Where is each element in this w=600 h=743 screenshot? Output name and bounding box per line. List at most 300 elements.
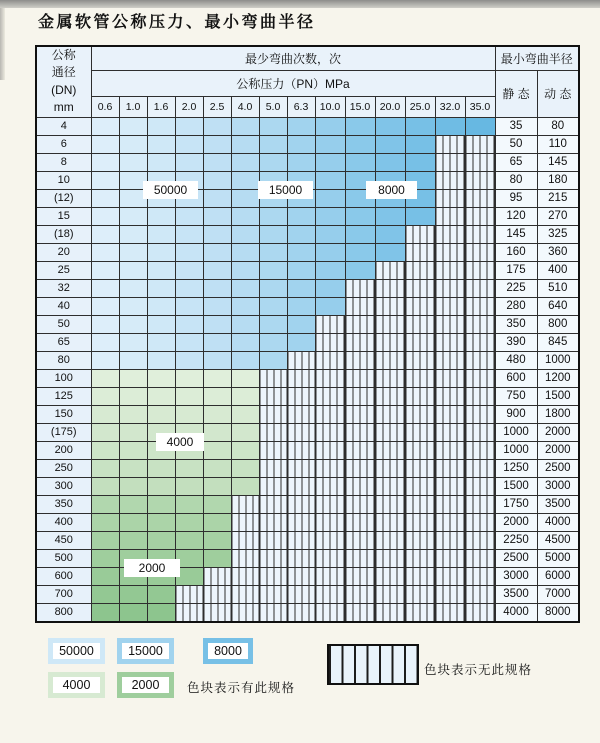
cell-nospec — [315, 315, 345, 333]
cell-nospec — [259, 423, 287, 441]
cell-dn: 700 — [36, 585, 91, 603]
cell-spec — [91, 567, 119, 585]
cell-nospec — [465, 225, 495, 243]
cell-spec — [147, 207, 175, 225]
cell-spec — [465, 117, 495, 135]
cell-spec — [375, 207, 405, 225]
cell-nospec — [405, 243, 435, 261]
cell-nospec — [259, 531, 287, 549]
header-pressure-value: 32.0 — [435, 96, 465, 117]
cell-static: 35 — [495, 117, 537, 135]
cell-nospec — [435, 333, 465, 351]
table-row — [36, 549, 579, 567]
table-row — [36, 117, 579, 135]
cell-spec — [91, 585, 119, 603]
cell-nospec — [231, 567, 259, 585]
cell-nospec — [345, 441, 375, 459]
cell-dynamic: 4500 — [537, 531, 579, 549]
table-row — [36, 207, 579, 225]
cell-spec — [147, 153, 175, 171]
header-pressure-value: 4.0 — [231, 96, 259, 117]
cell-spec — [345, 261, 375, 279]
cell-nospec — [259, 387, 287, 405]
cell-spec — [203, 135, 231, 153]
header-pressure-value: 20.0 — [375, 96, 405, 117]
cell-spec — [315, 225, 345, 243]
cell-spec — [119, 243, 147, 261]
cell-dn: 250 — [36, 459, 91, 477]
cell-spec — [119, 603, 147, 622]
cell-spec — [203, 261, 231, 279]
cell-nospec — [405, 297, 435, 315]
cell-spec — [203, 549, 231, 567]
cell-spec — [175, 315, 203, 333]
cell-nospec — [345, 387, 375, 405]
cell-spec — [91, 279, 119, 297]
cell-spec — [119, 387, 147, 405]
cell-spec — [203, 207, 231, 225]
cell-nospec — [405, 387, 435, 405]
cell-dn: 125 — [36, 387, 91, 405]
cell-spec — [287, 243, 315, 261]
cell-dynamic: 4000 — [537, 513, 579, 531]
cell-nospec — [345, 351, 375, 369]
cell-dn: 300 — [36, 477, 91, 495]
cell-dynamic: 8000 — [537, 603, 579, 622]
cell-spec — [287, 153, 315, 171]
cell-spec — [91, 225, 119, 243]
cell-spec — [287, 333, 315, 351]
cell-nospec — [465, 567, 495, 585]
cell-spec — [345, 135, 375, 153]
header-pressure-value: 35.0 — [465, 96, 495, 117]
cell-nospec — [203, 585, 231, 603]
cell-nospec — [287, 423, 315, 441]
legend-swatch-2000 — [117, 672, 174, 698]
table-row — [36, 279, 579, 297]
cell-nospec — [405, 477, 435, 495]
cell-dynamic: 1800 — [537, 405, 579, 423]
header-dn-line: 公称 — [51, 48, 76, 62]
cell-spec — [175, 297, 203, 315]
cell-spec — [203, 369, 231, 387]
cell-spec — [91, 441, 119, 459]
cell-spec — [231, 477, 259, 495]
cell-spec — [259, 261, 287, 279]
header-bend-radius: 最小弯曲半径 — [495, 46, 579, 70]
cell-dynamic: 325 — [537, 225, 579, 243]
cell-nospec — [345, 369, 375, 387]
cell-spec — [175, 477, 203, 495]
cell-dn: 400 — [36, 513, 91, 531]
header-pressure-value: 5.0 — [259, 96, 287, 117]
cell-dynamic: 5000 — [537, 549, 579, 567]
cell-nospec — [465, 279, 495, 297]
cell-spec — [375, 117, 405, 135]
cell-nospec — [375, 549, 405, 567]
cell-nospec — [315, 603, 345, 622]
cell-spec — [147, 495, 175, 513]
cell-dn: 20 — [36, 243, 91, 261]
cell-nospec — [465, 207, 495, 225]
cell-nospec — [465, 171, 495, 189]
cell-nospec — [465, 297, 495, 315]
cell-dn: 25 — [36, 261, 91, 279]
cell-spec — [147, 585, 175, 603]
cell-dynamic: 3000 — [537, 477, 579, 495]
cell-spec — [231, 135, 259, 153]
cell-nospec — [315, 585, 345, 603]
cell-spec — [231, 117, 259, 135]
cell-spec — [147, 333, 175, 351]
cell-nospec — [405, 495, 435, 513]
cell-nospec — [259, 603, 287, 622]
table-row — [36, 585, 579, 603]
cell-nospec — [287, 603, 315, 622]
cell-spec — [259, 207, 287, 225]
cell-nospec — [259, 441, 287, 459]
cell-nospec — [287, 477, 315, 495]
cell-nospec — [405, 225, 435, 243]
cell-nospec — [345, 531, 375, 549]
cell-dynamic: 1200 — [537, 369, 579, 387]
cell-static: 3500 — [495, 585, 537, 603]
cell-dn: (175) — [36, 423, 91, 441]
header-row-2 — [36, 70, 579, 96]
cell-spec — [147, 477, 175, 495]
cell-dynamic: 6000 — [537, 567, 579, 585]
cell-nospec — [435, 171, 465, 189]
cell-spec — [119, 207, 147, 225]
cell-spec — [91, 423, 119, 441]
cell-nospec — [375, 531, 405, 549]
cell-spec — [91, 351, 119, 369]
cell-spec — [287, 279, 315, 297]
cell-spec — [91, 549, 119, 567]
cell-spec — [231, 207, 259, 225]
table-row — [36, 477, 579, 495]
cell-spec — [203, 423, 231, 441]
cell-nospec — [345, 459, 375, 477]
legend-no-spec-swatch — [327, 644, 419, 685]
cell-nospec — [435, 351, 465, 369]
table-row — [36, 603, 579, 622]
cell-spec — [203, 495, 231, 513]
cell-nospec — [315, 387, 345, 405]
table-value-label-50000: 50000 — [143, 181, 198, 199]
legend-swatch-8000 — [203, 638, 253, 664]
table-value-label-2000: 2000 — [124, 559, 180, 577]
cell-spec — [147, 297, 175, 315]
cell-spec — [203, 405, 231, 423]
cell-spec — [203, 117, 231, 135]
cell-spec — [175, 225, 203, 243]
cell-nospec — [465, 405, 495, 423]
cell-nospec — [405, 531, 435, 549]
cell-nospec — [315, 549, 345, 567]
cell-nospec — [287, 585, 315, 603]
table-row — [36, 135, 579, 153]
cell-nospec — [345, 549, 375, 567]
header-bend-times: 最少弯曲次数，次 — [91, 46, 495, 70]
header-dynamic: 动 态 — [537, 70, 579, 117]
cell-spec — [259, 333, 287, 351]
table-row — [36, 531, 579, 549]
cell-nospec — [315, 567, 345, 585]
cell-spec — [231, 351, 259, 369]
cell-nospec — [345, 315, 375, 333]
cell-static: 600 — [495, 369, 537, 387]
cell-spec — [287, 117, 315, 135]
cell-spec — [91, 387, 119, 405]
cell-spec — [203, 513, 231, 531]
table-row — [36, 441, 579, 459]
cell-nospec — [435, 225, 465, 243]
cell-dynamic: 145 — [537, 153, 579, 171]
table-row — [36, 405, 579, 423]
cell-spec — [259, 135, 287, 153]
page-title: 金属软管公称压力、最小弯曲半径 — [38, 12, 316, 31]
cell-spec — [119, 225, 147, 243]
cell-spec — [119, 117, 147, 135]
cell-spec — [231, 225, 259, 243]
header-pressure-value: 10.0 — [315, 96, 345, 117]
cell-nospec — [315, 351, 345, 369]
cell-nospec — [435, 567, 465, 585]
cell-spec — [231, 297, 259, 315]
cell-spec — [147, 405, 175, 423]
cell-spec — [175, 243, 203, 261]
table-row — [36, 225, 579, 243]
cell-static: 2500 — [495, 549, 537, 567]
cell-spec — [175, 531, 203, 549]
cell-static: 120 — [495, 207, 537, 225]
cell-nospec — [345, 297, 375, 315]
cell-spec — [259, 225, 287, 243]
cell-dynamic: 2000 — [537, 441, 579, 459]
cell-static: 280 — [495, 297, 537, 315]
cell-dn: 450 — [36, 531, 91, 549]
legend-has-spec-text: 色块表示有此规格 — [187, 681, 296, 695]
cell-nospec — [315, 477, 345, 495]
cell-nospec — [231, 495, 259, 513]
cell-nospec — [435, 531, 465, 549]
cell-nospec — [405, 405, 435, 423]
cell-spec — [203, 225, 231, 243]
cell-spec — [119, 531, 147, 549]
cell-nospec — [405, 315, 435, 333]
cell-spec — [91, 531, 119, 549]
cell-dynamic: 1000 — [537, 351, 579, 369]
cell-nospec — [435, 387, 465, 405]
table-row — [36, 459, 579, 477]
cell-nospec — [203, 567, 231, 585]
cell-static: 1750 — [495, 495, 537, 513]
cell-dynamic: 215 — [537, 189, 579, 207]
cell-spec — [287, 135, 315, 153]
cell-dn: 80 — [36, 351, 91, 369]
cell-nospec — [287, 369, 315, 387]
cell-spec — [147, 531, 175, 549]
cell-static: 1500 — [495, 477, 537, 495]
cell-spec — [345, 243, 375, 261]
cell-spec — [345, 117, 375, 135]
cell-spec — [345, 207, 375, 225]
cell-nospec — [465, 135, 495, 153]
cell-nospec — [315, 459, 345, 477]
cell-nospec — [375, 405, 405, 423]
cell-spec — [287, 297, 315, 315]
cell-spec — [175, 351, 203, 369]
cell-static: 480 — [495, 351, 537, 369]
cell-spec — [175, 117, 203, 135]
cell-dynamic: 360 — [537, 243, 579, 261]
cell-spec — [405, 135, 435, 153]
cell-spec — [91, 405, 119, 423]
cell-dn: 200 — [36, 441, 91, 459]
cell-spec — [119, 369, 147, 387]
header-static: 静 态 — [495, 70, 537, 117]
cell-spec — [231, 189, 259, 207]
cell-spec — [147, 243, 175, 261]
cell-nospec — [315, 405, 345, 423]
cell-spec — [147, 513, 175, 531]
cell-dn: 6 — [36, 135, 91, 153]
cell-nospec — [345, 423, 375, 441]
cell-spec — [315, 243, 345, 261]
cell-nospec — [287, 531, 315, 549]
cell-nospec — [231, 585, 259, 603]
cell-dynamic: 7000 — [537, 585, 579, 603]
cell-nospec — [465, 351, 495, 369]
cell-static: 750 — [495, 387, 537, 405]
cell-nospec — [465, 261, 495, 279]
cell-spec — [259, 315, 287, 333]
cell-nospec — [259, 459, 287, 477]
cell-nospec — [375, 441, 405, 459]
cell-nospec — [345, 477, 375, 495]
cell-nospec — [405, 441, 435, 459]
cell-nospec — [405, 585, 435, 603]
cell-spec — [91, 135, 119, 153]
cell-nospec — [405, 261, 435, 279]
cell-dn: 8 — [36, 153, 91, 171]
cell-nospec — [375, 513, 405, 531]
table-row — [36, 243, 579, 261]
cell-spec — [91, 495, 119, 513]
cell-nospec — [375, 315, 405, 333]
cell-dynamic: 3500 — [537, 495, 579, 513]
cell-nospec — [435, 261, 465, 279]
cell-spec — [175, 369, 203, 387]
spec-table-wrap — [35, 45, 580, 623]
header-pressure-value: 2.5 — [203, 96, 231, 117]
page-top-edge — [0, 0, 600, 8]
cell-spec — [315, 297, 345, 315]
cell-spec — [405, 117, 435, 135]
cell-spec — [203, 387, 231, 405]
table-value-label-15000: 15000 — [258, 181, 313, 199]
cell-nospec — [435, 423, 465, 441]
cell-nospec — [315, 423, 345, 441]
cell-spec — [175, 135, 203, 153]
cell-dn: 4 — [36, 117, 91, 135]
cell-nospec — [231, 513, 259, 531]
cell-nospec — [315, 495, 345, 513]
cell-nospec — [435, 405, 465, 423]
cell-spec — [91, 513, 119, 531]
cell-spec — [119, 513, 147, 531]
cell-spec — [175, 153, 203, 171]
cell-nospec — [231, 549, 259, 567]
cell-nospec — [465, 441, 495, 459]
cell-static: 1000 — [495, 441, 537, 459]
cell-dynamic: 2000 — [537, 423, 579, 441]
cell-spec — [315, 189, 345, 207]
cell-nospec — [375, 459, 405, 477]
cell-nospec — [287, 351, 315, 369]
cell-static: 95 — [495, 189, 537, 207]
table-row — [36, 297, 579, 315]
cell-static: 145 — [495, 225, 537, 243]
table-row — [36, 567, 579, 585]
cell-nospec — [345, 567, 375, 585]
cell-spec — [259, 279, 287, 297]
cell-nospec — [465, 189, 495, 207]
cell-nospec — [375, 567, 405, 585]
cell-dn: 15 — [36, 207, 91, 225]
cell-nospec — [259, 495, 287, 513]
header-dn-line: mm — [53, 100, 74, 115]
cell-nospec — [405, 279, 435, 297]
cell-spec — [315, 117, 345, 135]
cell-spec — [203, 441, 231, 459]
cell-spec — [91, 459, 119, 477]
cell-spec — [287, 261, 315, 279]
cell-nospec — [435, 153, 465, 171]
cell-nospec — [435, 369, 465, 387]
cell-nospec — [345, 405, 375, 423]
cell-nospec — [465, 495, 495, 513]
cell-nospec — [405, 333, 435, 351]
cell-nospec — [375, 351, 405, 369]
cell-nospec — [405, 423, 435, 441]
header-pressure-value: 1.0 — [119, 96, 147, 117]
cell-static: 50 — [495, 135, 537, 153]
table-row — [36, 387, 579, 405]
header-pressure: 公称压力（PN）MPa — [91, 70, 495, 96]
cell-nospec — [287, 549, 315, 567]
cell-spec — [203, 243, 231, 261]
cell-spec — [315, 207, 345, 225]
cell-nospec — [375, 333, 405, 351]
cell-nospec — [375, 297, 405, 315]
cell-spec — [91, 603, 119, 622]
cell-dynamic: 270 — [537, 207, 579, 225]
cell-spec — [147, 351, 175, 369]
table-row — [36, 513, 579, 531]
cell-dn: 600 — [36, 567, 91, 585]
table-row — [36, 333, 579, 351]
cell-dn: 800 — [36, 603, 91, 622]
cell-dn: (18) — [36, 225, 91, 243]
cell-nospec — [465, 315, 495, 333]
cell-dn: 40 — [36, 297, 91, 315]
cell-nospec — [175, 603, 203, 622]
cell-nospec — [405, 369, 435, 387]
cell-static: 175 — [495, 261, 537, 279]
cell-spec — [175, 333, 203, 351]
